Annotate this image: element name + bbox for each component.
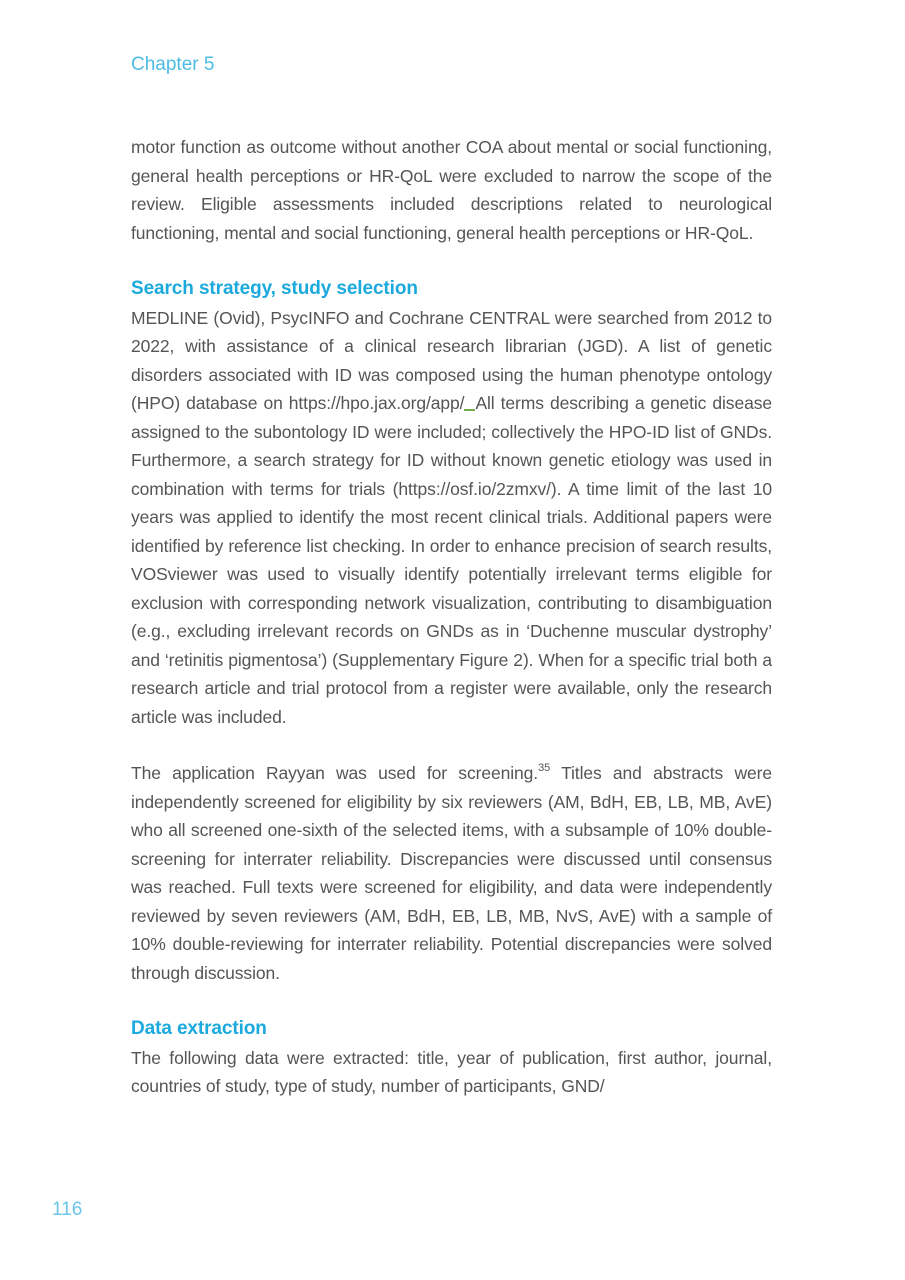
reference-superscript-35: 35 — [538, 762, 551, 775]
page-number: 116 — [52, 1199, 83, 1220]
paragraph-search-strategy-text-2: All terms describing a genetic disease assigned to the subontology ID were included; collectively the HPO-ID list of GNDs. Furthermore, a search strategy for ID without known genetic etiology was used in combination with terms for trials (https://osf.io/2zmxv/). A time limit of the last 10 years was applied to identify the most recent clinical trials. Additional papers were identified by reference list checking. In order to enhance precision of search results, VOSviewer was used to visually identify potentially irrelevant terms eligible for exclusion with corresponding network visualization, contributing to disambiguation (e.g., excluding irrelevant records on GNDs as in ‘Duchenne muscular dystrophy’ and ‘retinitis pigmentosa’) (Supplementary Figure 2). When for a specific trial both a research article and trial protocol from a register were available, only the research article was included. — [131, 393, 772, 727]
chapter-label: Chapter 5 — [131, 54, 215, 75]
section-heading-search-strategy: Search strategy, study selection — [131, 278, 418, 299]
paragraph-screening-text-2: Titles and abstracts were independently screened for eligibility by six reviewers (AM, BdH, EB, LB, MB, AvE) who all screened one-sixth of the selected items, with a subsample of 10% double-screening for interrater reliability. Discrepancies were discussed until consensus was reached. Full texts were screened for eligibility, and data were independently reviewed by seven reviewers (AM, BdH, EB, LB, MB, NvS, AvE) with a sample of 10% double-reviewing for interrater reliability. Potential discrepancies were solved through discussion. — [131, 763, 772, 983]
paragraph-screening-text-1: The application Rayyan was used for screening. — [131, 763, 539, 783]
paragraph-search-strategy-text-1: MEDLINE (Ovid), PsycINFO and Cochrane CENTRAL were searched from 2012 to 2022, with assistance of a clinical research librarian (JGD). A list of genetic disorders associated with ID was composed using the human phenotype ontology (HPO) database on https://hpo.jax.org/app/ — [131, 307, 772, 413]
grammar-underline-mark — [464, 397, 475, 411]
paragraph-screening — [131, 759, 772, 987]
paragraph-search-strategy — [131, 304, 772, 732]
section-heading-data-extraction: Data extraction — [131, 1018, 267, 1039]
page-content — [131, 133, 772, 1101]
paragraph-data-extraction: The following data were extracted: title, year of publication, first author, journal, countries of study, type of study, number of participants, GND/ — [131, 1047, 772, 1096]
paragraph-eligibility-scope: motor function as outcome without another COA about mental or social functioning, general health perceptions or HR-QoL were excluded to narrow the scope of the review. Eligible assessments included descriptions related to neurological functioning, mental and social functioning, general health perceptions or HR-QoL. — [131, 137, 772, 243]
